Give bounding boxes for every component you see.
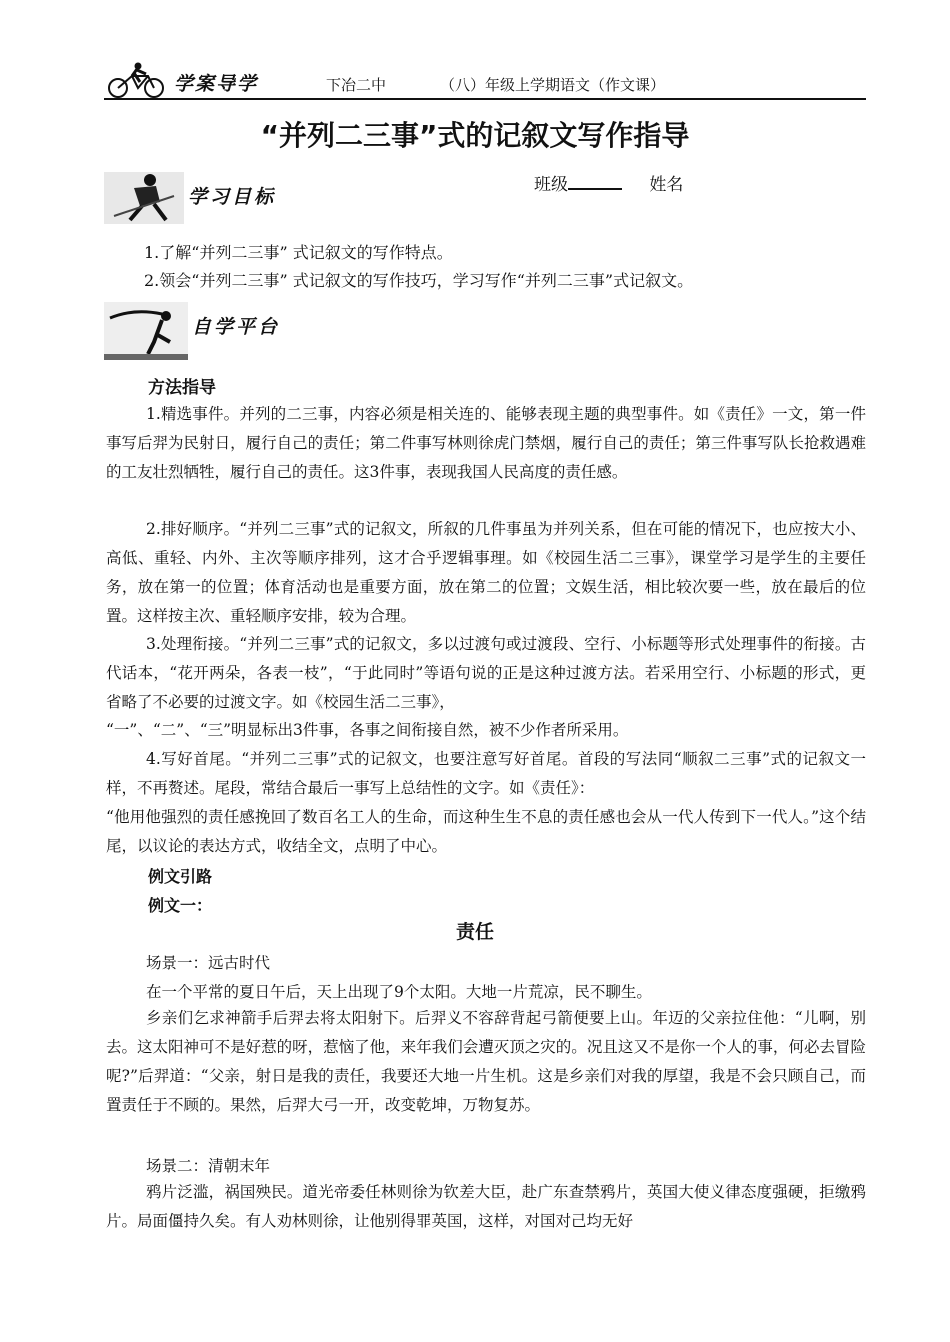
course-name: （八）年级上学期语文（作文课）	[440, 76, 666, 94]
hockey-player-icon	[104, 172, 184, 224]
self-study-banner	[104, 302, 304, 360]
scene-two-label: 场景二：清朝末年	[146, 1157, 271, 1175]
method-paragraph: 4.写好首尾。“并列二三事”式的记叙文，也要注意写好首尾。首段的写法同“顺叙二三事”式的记叙文一样，不再赘述。尾段，常结合最后一事写上总结性的文字。如《责任》：	[106, 750, 866, 797]
goals-banner	[104, 172, 304, 222]
scene-one-paragraph: 乡亲们乞求神箭手后羿去将太阳射下。后羿义不容辞背起弓箭便要上山。年迈的父亲拉住他：“儿啊，别去。这太阳神可不是好惹的呀，惹恼了他，来年我们会遭灭顶之灾的。况且这又不是你一个人的事，何必去冒险呢?”后羿道：“父亲，射日是我的责任，我要还大地一片生机。这是乡亲们对我的厚望，我是不会只顾自己，而置责任于不顾的。果然，后羿大弓一开，改变乾坤，万物复苏。	[106, 1009, 866, 1114]
method-paragraph: “一”、“二”、“三”明显标出3件事，各事之间衔接自然，被不少作者所采用。	[106, 721, 629, 739]
page-title: “并列二三事”式的记叙文写作指导	[260, 119, 690, 152]
student-info	[534, 170, 683, 195]
method-paragraph: 2.排好顺序。“并列二三事”式的记叙文，所叙的几件事虽为并列关系，但在可能的情况下，也应按大小、高低、重轻、内外、主次等顺序排列，这才合乎逻辑事理。如《校园生活二三事》，课堂学习是学生的主要任务，放在第一的位置；体育活动也是重要方面，放在第二的位置；文娱生活，相比较次要一些，放在最后的位置。这样按主次、重轻顺序安排，较为合理。	[106, 520, 866, 625]
brand-name: 学案导学	[174, 73, 259, 95]
method-heading: 方法指导	[148, 378, 216, 398]
example-one-heading: 例文一：	[148, 896, 213, 915]
method-paragraph: “他用他强烈的责任感挽回了数百名工人的生命，而这种生生不息的责任感也会从一代人传到下一代人。”这个结尾，以议论的表达方式，收结全文，点明了中心。	[106, 808, 866, 855]
page-header	[104, 62, 866, 100]
scene-two-paragraph: 鸦片泛滥，祸国殃民。道光帝委任林则徐为钦差大臣，赴广东查禁鸦片，英国大使义律态度强硬，拒缴鸦片。局面僵持久矣。有人劝林则徐，让他别得罪英国，这样，对国对己均无好	[106, 1183, 866, 1230]
name-label: 姓名	[649, 175, 684, 195]
cyclist-icon	[104, 62, 170, 98]
method-paragraph: 1.精选事件。并列的二三事，内容必须是相关连的、能够表现主题的典型事件。如《责任》一文，第一件事写后羿为民射日，履行自己的责任；第二件事写林则徐虎门禁烟，履行自己的责任；第三件事写队长抢救遇难的工友壮烈牺牲，履行自己的责任。这3件事，表现我国人民高度的责任感。	[106, 405, 866, 481]
scene-one-text: 在一个平常的夏日午后，天上出现了9个太阳。大地一片荒凉，民不聊生。	[146, 983, 652, 1001]
goal-item: 2.领会“并列二三事” 式记叙文的写作技巧，学习写作“并列二三事”式记叙文。	[144, 271, 694, 290]
self-study-label: 自学平台	[192, 316, 281, 338]
goals-label: 学习目标	[188, 186, 277, 208]
gymnast-icon	[104, 302, 188, 360]
goal-item: 1.了解“并列二三事” 式记叙文的写作特点。	[144, 243, 453, 262]
method-paragraph: 3.处理衔接。“并列二三事”式的记叙文，多以过渡句或过渡段、空行、小标题等形式处理事件的衔接。古代话本，“花开两朵，各表一枝”，“于此同时”等语句说的正是这种过渡方法。若采用空行、小标题的形式，更省略了不必要的过渡文字。如《校园生活二三事》，	[106, 635, 866, 711]
essay-title: 责任	[455, 921, 494, 943]
class-label: 班级	[534, 175, 568, 195]
scene-one-label: 场景一：远古时代	[146, 954, 271, 972]
class-blank	[568, 188, 622, 190]
school-name: 下冶二中	[326, 76, 387, 94]
examples-heading: 例文引路	[148, 867, 213, 886]
